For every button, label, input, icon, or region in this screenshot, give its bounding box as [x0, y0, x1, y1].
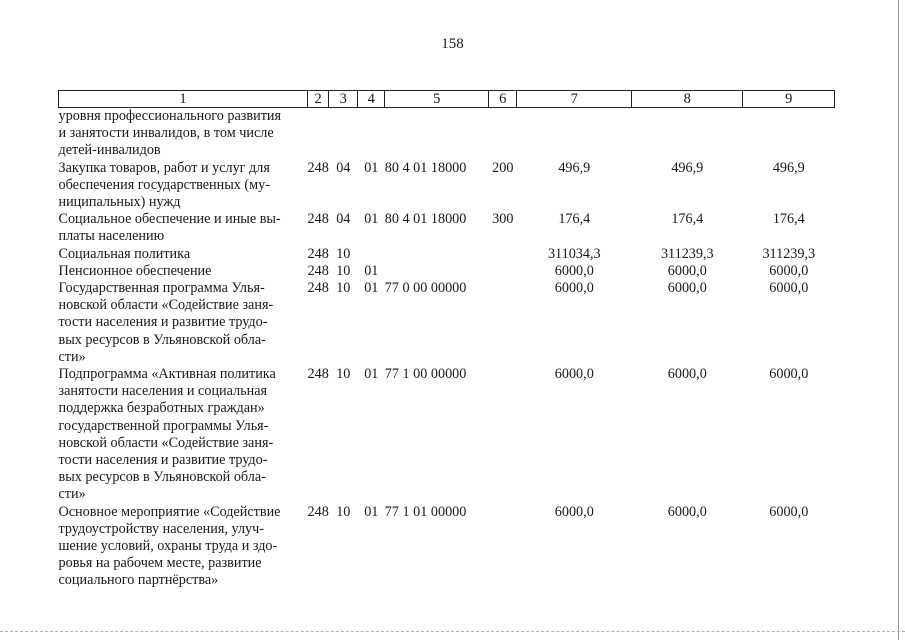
- header-cell: 6: [489, 91, 517, 108]
- header-cell: 3: [329, 91, 358, 108]
- cell-admin-code: 248: [307, 280, 329, 297]
- header-cell: 7: [517, 91, 632, 108]
- cell-amount-year1: 6000,0: [554, 262, 594, 279]
- cell-amount-year1: 6000,0: [554, 503, 594, 520]
- cell-expense-type: 200: [492, 159, 514, 176]
- description-line: детей-инвалидов: [58, 142, 161, 159]
- cell-description: [59, 160, 308, 212]
- description-line: новской области «Содействие заня-: [58, 297, 274, 314]
- cell-amount-year3: 176,4: [772, 211, 805, 228]
- cell-amount-year3: 311239,3: [762, 245, 816, 262]
- cell-section: 04: [336, 159, 351, 176]
- cell-amount-year3: [743, 108, 835, 160]
- header-cell: 2: [308, 91, 329, 108]
- header-cell: 1: [59, 91, 308, 108]
- cell-expense-type: [489, 366, 517, 504]
- description-line: Подпрограмма «Активная политика: [58, 366, 276, 383]
- page-edge-bottom: [0, 631, 905, 632]
- header-cell: 5: [385, 91, 489, 108]
- table-row: [59, 263, 835, 280]
- cell-target-article: 80 4 01 18000: [384, 159, 467, 176]
- cell-section: 10: [336, 503, 351, 520]
- description-line: Государственная программа Улья-: [58, 280, 265, 297]
- cell-amount-year3: 6000,0: [769, 503, 809, 520]
- table-row: [59, 160, 835, 212]
- description-line: уровня профессионального развития: [58, 108, 282, 124]
- cell-target-article: 77 0 00 00000: [384, 280, 467, 297]
- description-line: Социальная политика: [58, 245, 191, 262]
- description-line: поддержка безработных граждан»: [58, 400, 265, 417]
- header-cell: 9: [743, 91, 835, 108]
- cell-section: [329, 108, 358, 160]
- cell-admin-code: 248: [307, 262, 329, 279]
- cell-amount-year3: 496,9: [772, 159, 805, 176]
- budget-table: [58, 90, 835, 590]
- table-row: [59, 211, 835, 245]
- cell-amount-year3: 6000,0: [769, 366, 809, 383]
- description-line: Социальное обеспечение и иные вы-: [58, 211, 281, 228]
- cell-admin-code: 248: [307, 503, 329, 520]
- table-row: [59, 108, 835, 160]
- cell-expense-type: [489, 246, 517, 263]
- header-row: [59, 91, 835, 108]
- description-line: ниципальных) нужд: [58, 194, 181, 211]
- cell-admin-code: 248: [307, 211, 329, 228]
- cell-amount-year2: [632, 108, 743, 160]
- cell-expense-type: [489, 280, 517, 366]
- description-line: тости населения и развитие трудо-: [58, 314, 268, 331]
- description-line: Закупка товаров, работ и услуг для: [58, 159, 270, 176]
- cell-amount-year1: 311034,3: [547, 245, 601, 262]
- cell-admin-code: 248: [307, 366, 329, 383]
- cell-description: [59, 211, 308, 245]
- description-line: вых ресурсов в Ульяновской обла-: [58, 331, 266, 348]
- description-line: ровья на рабочем месте, развитие: [58, 555, 262, 572]
- cell-section: 10: [336, 262, 351, 279]
- description-line: шение условий, охраны труда и здо-: [58, 538, 278, 555]
- page-edge-right: [898, 0, 899, 640]
- cell-description: [59, 366, 308, 504]
- cell-admin-code: [308, 108, 329, 160]
- cell-description: [59, 108, 308, 160]
- cell-target-article: [385, 108, 489, 160]
- cell-description: [59, 280, 308, 366]
- header-cell: 4: [358, 91, 385, 108]
- cell-target-article: 77 1 00 00000: [384, 366, 467, 383]
- cell-amount-year2: 176,4: [671, 211, 704, 228]
- page-number: 158: [441, 36, 464, 52]
- cell-subsection: 01: [364, 503, 379, 520]
- cell-admin-code: 248: [307, 159, 329, 176]
- cell-target-article: 77 1 01 00000: [384, 503, 467, 520]
- description-line: и занятости инвалидов, в том числе: [58, 125, 274, 142]
- cell-expense-type: 300: [492, 211, 514, 228]
- header-cell: 8: [632, 91, 743, 108]
- description-line: платы населению: [58, 228, 165, 245]
- cell-subsection: 01: [364, 211, 379, 228]
- cell-target-article: [385, 263, 489, 280]
- description-line: тости населения и развитие трудо-: [58, 452, 268, 469]
- cell-amount-year2: 6000,0: [667, 366, 707, 383]
- description-line: новской области «Содействие заня-: [58, 434, 274, 451]
- cell-description: [59, 263, 308, 280]
- cell-subsection: 01: [364, 366, 379, 383]
- table-row: [59, 280, 835, 366]
- cell-amount-year3: 6000,0: [769, 262, 809, 279]
- cell-amount-year2: 496,9: [671, 159, 704, 176]
- cell-amount-year1: [517, 108, 632, 160]
- cell-subsection: 01: [364, 159, 379, 176]
- cell-amount-year2: 6000,0: [667, 262, 707, 279]
- description-line: социального партнёрства»: [58, 572, 219, 589]
- table-row: [59, 246, 835, 263]
- description-line: обеспечения государственных (му-: [58, 176, 270, 193]
- cell-amount-year2: 311239,3: [660, 245, 714, 262]
- cell-amount-year1: 6000,0: [554, 366, 594, 383]
- cell-admin-code: 248: [307, 245, 329, 262]
- cell-subsection: 01: [364, 280, 379, 297]
- cell-section: 04: [336, 211, 351, 228]
- description-line: сти»: [58, 348, 86, 365]
- cell-description: [59, 504, 308, 590]
- description-line: государственной программы Улья-: [58, 417, 269, 434]
- cell-amount-year2: 6000,0: [667, 280, 707, 297]
- cell-amount-year3: 6000,0: [769, 280, 809, 297]
- description-line: занятости населения и социальная: [58, 383, 268, 400]
- cell-subsection: [358, 108, 385, 160]
- cell-amount-year1: 496,9: [558, 159, 591, 176]
- description-line: Пенсионное обеспечение: [58, 262, 212, 279]
- cell-amount-year1: 176,4: [558, 211, 591, 228]
- table-row: [59, 366, 835, 504]
- cell-subsection: [358, 246, 385, 263]
- description-line: сти»: [58, 486, 86, 503]
- cell-section: 10: [336, 280, 351, 297]
- description-line: вых ресурсов в Ульяновской обла-: [58, 469, 266, 486]
- cell-section: 10: [336, 245, 351, 262]
- cell-section: 10: [336, 366, 351, 383]
- cell-expense-type: [489, 108, 517, 160]
- description-line: Основное мероприятие «Содействие: [58, 503, 281, 520]
- cell-amount-year1: 6000,0: [554, 280, 594, 297]
- cell-expense-type: [489, 504, 517, 590]
- description-line: трудоустройству населения, улуч-: [58, 520, 264, 537]
- cell-subsection: 01: [364, 262, 379, 279]
- cell-target-article: [385, 246, 489, 263]
- cell-amount-year2: 6000,0: [667, 503, 707, 520]
- cell-description: [59, 246, 308, 263]
- cell-target-article: 80 4 01 18000: [384, 211, 467, 228]
- table-row: [59, 504, 835, 590]
- cell-expense-type: [489, 263, 517, 280]
